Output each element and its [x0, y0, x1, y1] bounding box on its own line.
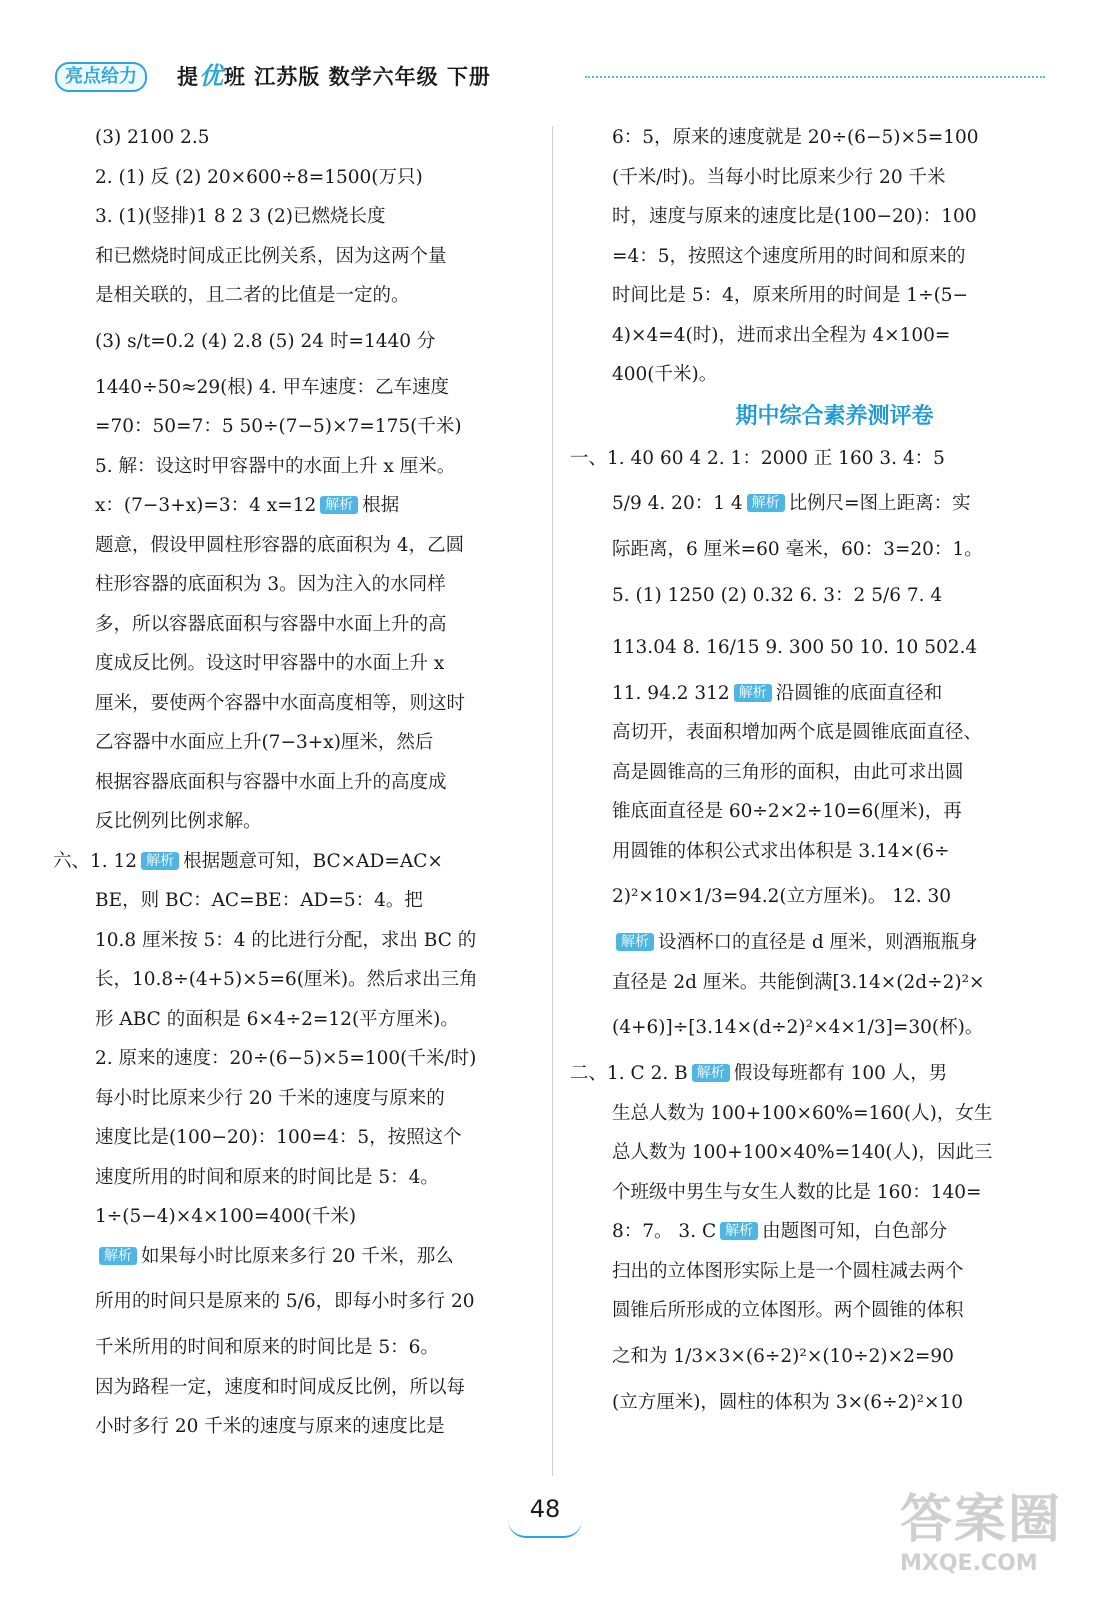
answer-line: 10.8 厘米按 5：4 的比进行分配，求出 BC 的 — [95, 929, 477, 951]
answer-line: 个班级中男生与女生人数的比是 160：140= — [612, 1181, 982, 1203]
page-footer — [500, 1492, 590, 1542]
answer-line: 题意，假设甲圆柱形容器的底面积为 4，乙圆 — [95, 534, 465, 556]
page-number: 48 — [529, 1495, 561, 1523]
answer-line: 5. (1) 1250 (2) 0.32 6. 3：2 5/6 7. 4 — [612, 584, 943, 606]
answer-line: 解析 设酒杯口的直径是 d 厘米，则酒瓶瓶身 — [612, 923, 1057, 963]
answer-line: 长，10.8÷(4+5)×5=6(厘米)。然后求出三角 — [95, 969, 478, 990]
answer-line: 113.04 8. 16/15 9. 300 50 10. 10 502.4 — [612, 636, 978, 658]
brand-logo: 亮点给力 — [55, 62, 147, 92]
answer-line: 6：5，原来的速度就是 20÷(6−5)×5=100 — [612, 127, 979, 148]
answer-line: 扫出的立体图形实际上是一个圆柱减去两个 — [612, 1260, 964, 1282]
answer-line: 厘米，要使两个容器中水面高度相等，则这时 — [95, 692, 466, 714]
answer-line: 二、1. C 2. B 解析 假设每班都有 100 人，男 — [570, 1063, 948, 1084]
answer-line: 所用的时间只是原来的 5/6，即每小时多行 20 — [95, 1291, 475, 1312]
answer-line: 时，速度与原来的速度比是(100−20)：100 — [612, 206, 977, 227]
analysis-tag: 解析 — [320, 496, 358, 514]
answer-line: (3) s/t=0.2 (4) 2.8 (5) 24 时=1440 分 — [95, 330, 436, 352]
answer-line: BE，则 BC：AC=BE：AD=5：4。把 — [95, 890, 423, 911]
answer-line: 之和为 1/3×3×(6÷2)²×(10÷2)×2=90 — [612, 1345, 954, 1367]
answer-line: 生总人数为 100+100×60%=160(人)，女生 — [612, 1102, 993, 1124]
answer-line: 1÷(5−4)×4×100=400(千米) — [95, 1206, 357, 1227]
answer-line: 直径是 2d 厘米。共能倒满[3.14×(2d÷2)²× — [612, 971, 985, 993]
answer-line: 反比例列比例求解。 — [95, 811, 262, 832]
left-column — [53, 118, 540, 1447]
answer-line: 1440÷50≈29(根) 4. 甲车速度：乙车速度 — [95, 376, 450, 398]
answer-line: 用圆锥的体积公式求出体积是 3.14×(6÷ — [612, 840, 950, 862]
answer-line: 柱形容器的底面积为 3。因为注入的水同样 — [95, 574, 446, 595]
answer-line: 5. 解：设这时甲容器中的水面上升 x 厘米。 — [95, 455, 456, 477]
analysis-tag: 解析 — [692, 1064, 730, 1082]
answer-line: 8：7。 3. C 解析 由题图可知，白色部分 — [612, 1221, 948, 1242]
answer-line: x：(7−3+x)=3：4 x=12 解析 根据 — [95, 495, 400, 516]
answer-line: 根据容器底面积与容器中水面上升的高度成 — [95, 771, 447, 793]
book-title: 提优班 江苏版 数学六年级 下册 — [177, 62, 491, 90]
answer-line: 形 ABC 的面积是 6×4÷2=12(平方厘米)。 — [95, 1008, 459, 1030]
right-column — [570, 118, 1057, 1422]
answer-line: (千米/时)。当每小时比原来少行 20 千米 — [612, 166, 946, 188]
answer-line: 多，所以容器底面积与容器中水面上升的高 — [95, 613, 447, 635]
answer-line: 每小时比原来少行 20 千米的速度与原来的 — [95, 1087, 445, 1109]
answer-line: 度成反比例。设这时甲容器中的水面上升 x — [95, 653, 445, 674]
answer-line: 解析 如果每小时比原来多行 20 千米，那么 — [95, 1237, 540, 1277]
answer-line: 3. (1)(竖排)1 8 2 3 (2)已燃烧长度 — [95, 206, 386, 227]
answer-line: 千米所用的时间和原来的时间比是 5：6。 — [95, 1337, 439, 1358]
analysis-tag: 解析 — [747, 494, 785, 512]
page-number-arc — [508, 1520, 582, 1538]
analysis-tag: 解析 — [734, 684, 772, 702]
answer-line: 一、1. 40 60 4 2. 1：2000 正 160 3. 4：5 — [570, 447, 945, 469]
answer-line: (立方厘米)，圆柱的体积为 3×(6÷2)²×10 — [612, 1391, 964, 1413]
answer-line: 高切开，表面积增加两个底是圆锥底面直径、 — [612, 722, 983, 743]
answer-line: 2. 原来的速度：20÷(6−5)×5=100(千米/时) — [95, 1048, 477, 1069]
answer-line: 400(千米)。 — [612, 364, 718, 385]
answer-line: 速度比是(100−20)：100=4：5，按照这个 — [95, 1127, 462, 1148]
answer-line: 5/9 4. 20：1 4 解析 比例尺=图上距离：实 — [612, 493, 971, 514]
answer-line: (4+6)]÷[3.14×(d÷2)²×4×1/3]=30(杯)。 — [612, 1017, 984, 1038]
answer-line: 高是圆锥高的三角形的面积，由此可求出圆 — [612, 761, 964, 783]
analysis-tag: 解析 — [720, 1222, 758, 1240]
column-divider — [552, 126, 553, 1476]
answer-line: 2. (1) 反 (2) 20×600÷8=1500(万只) — [95, 166, 423, 188]
analysis-tag: 解析 — [141, 852, 179, 870]
answer-line: 和已燃烧时间成正比例关系，因为这两个量 — [95, 245, 447, 267]
answer-line: 际距离，6 厘米=60 毫米，60：3=20：1。 — [612, 539, 983, 560]
analysis-tag: 解析 — [616, 933, 654, 951]
answer-line: 总人数为 100+100×40%=140(人)，因此三 — [612, 1142, 993, 1163]
watermark-logo: 答案圈 MXQE.COM — [900, 1490, 1063, 1576]
answer-line: 六、1. 12 解析 根据题意可知，BC×AD=AC× — [53, 850, 443, 872]
answer-line: =70：50=7：5 50÷(7−5)×7=175(千米) — [95, 416, 462, 437]
header-rule — [585, 76, 1045, 78]
answer-line: (3) 2100 2.5 — [95, 127, 210, 148]
answer-line: 时间比是 5：4，原来所用的时间是 1÷(5− — [612, 285, 969, 306]
answer-line: 2)²×10×1/3=94.2(立方厘米)。 12. 30 — [612, 886, 952, 907]
answer-line: 速度所用的时间和原来的时间比是 5：4。 — [95, 1166, 439, 1188]
answer-line: 小时多行 20 千米的速度与原来的速度比是 — [95, 1416, 445, 1437]
answer-line: 因为路程一定，速度和时间成反比例，所以每 — [95, 1376, 466, 1398]
answer-line: 4)×4=4(时)，进而求出全程为 4×100= — [612, 324, 951, 346]
answer-line: 11. 94.2 312 解析 沿圆锥的底面直径和 — [612, 682, 943, 704]
page-header — [55, 60, 1045, 96]
answer-line: 锥底面直径是 60÷2×2÷10=6(厘米)，再 — [612, 801, 962, 822]
answer-line: 乙容器中水面应上升(7−3+x)厘米，然后 — [95, 732, 434, 753]
analysis-tag: 解析 — [99, 1247, 137, 1265]
answer-line: 圆锥后所形成的立体图形。两个圆锥的体积 — [612, 1300, 964, 1321]
section-title: 期中综合素养测评卷 — [735, 403, 934, 429]
answer-line: =4：5，按照这个速度所用的时间和原来的 — [612, 245, 966, 267]
answer-line: 是相关联的，且二者的比值是一定的。 — [95, 285, 410, 306]
